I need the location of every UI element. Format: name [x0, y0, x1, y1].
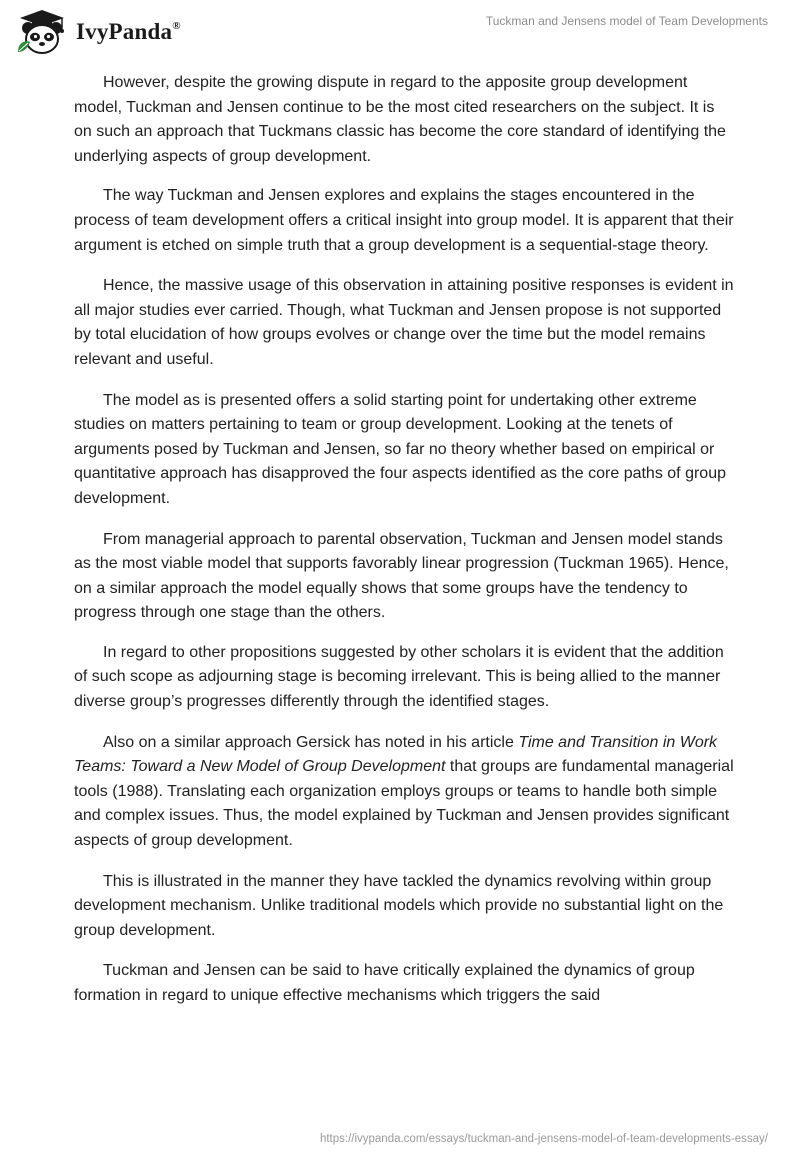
paragraph-8: This is illustrated in the manner they have tackled the dynamics revolving within group development mechanism. Unlike traditional models which provide no substantial light on the group development.	[74, 872, 724, 939]
registered-mark: ®	[172, 20, 181, 32]
source-url[interactable]: https://ivypanda.com/essays/tuckman-and-jensens-model-of-team-developments-essay/	[319, 1133, 768, 1145]
paragraph-3: Hence, the massive usage of this observation in attaining positive responses is evident in all major studies ever carried. Though, what Tuckman and Jensen propose is not supported by total elucidation of how groups evolves or change over the time but the model remains relevant and useful.	[74, 277, 734, 368]
paragraph-1: However, despite the growing dispute in regard to the apposite group development model, Tuckman and Jensen continue to be the most cited researchers on the subject. It is on such an approach that Tuckmans classic has become the core standard of identifying the underlying aspects of group development.	[74, 74, 726, 165]
essay-body	[74, 71, 734, 1025]
paragraph-7-lead: Also on a similar approach Gersick has noted in his article	[103, 733, 519, 751]
paragraph-4: The model as is presented offers a solid starting point for undertaking other extreme studies on matters pertaining to team or group development. Looking at the tenets of arguments posed by Tuckman and Jensen, so far no theory whether based on empirical or quantitative approach has disapproved the four aspects identified as the core paths of group development.	[74, 391, 726, 507]
paragraph-7	[74, 731, 734, 854]
brand-name: IvyPanda®	[76, 19, 181, 44]
document-title: Tuckman and Jensens model of Team Developments	[485, 14, 768, 28]
paragraph-9: Tuckman and Jensen can be said to have critically explained the dynamics of group formation in regard to unique effective mechanisms which triggers the said	[74, 962, 695, 1004]
paragraph-5: From managerial approach to parental observation, Tuckman and Jensen model stands as the most viable model that supports favorably linear progression (Tuckman 1965). Hence, on a similar approach the model equally shows that some groups have the tendency to progress through one stage than the others.	[74, 530, 729, 622]
paragraph-6: In regard to other propositions suggested by other scholars it is evident that the addition of such scope as adjourning stage is becoming irrelevant. This is being allied to the manner diverse group’s progresses differently through the identified stages.	[74, 643, 724, 711]
panda-graduate-icon	[14, 8, 70, 56]
ivypanda-logo[interactable]	[14, 8, 181, 56]
paragraph-7-rest: that groups are fundamental managerial tools (1988). Translating each organization employs groups or teams to handle both simple and complex issues. Thus, the model explained by Tuckman and Jensen provides significant aspects of group development.	[74, 758, 734, 850]
page-header	[0, 0, 800, 60]
cited-article-title: Time and Transition in Work Teams: Toward a New Model of Group Development	[74, 733, 718, 776]
paragraph-2: The way Tuckman and Jensen explores and explains the stages encountered in the process of team development offers a critical insight into group model. It is apparent that their argument is etched on simple truth that a group development is a sequential-stage theory.	[74, 187, 734, 254]
